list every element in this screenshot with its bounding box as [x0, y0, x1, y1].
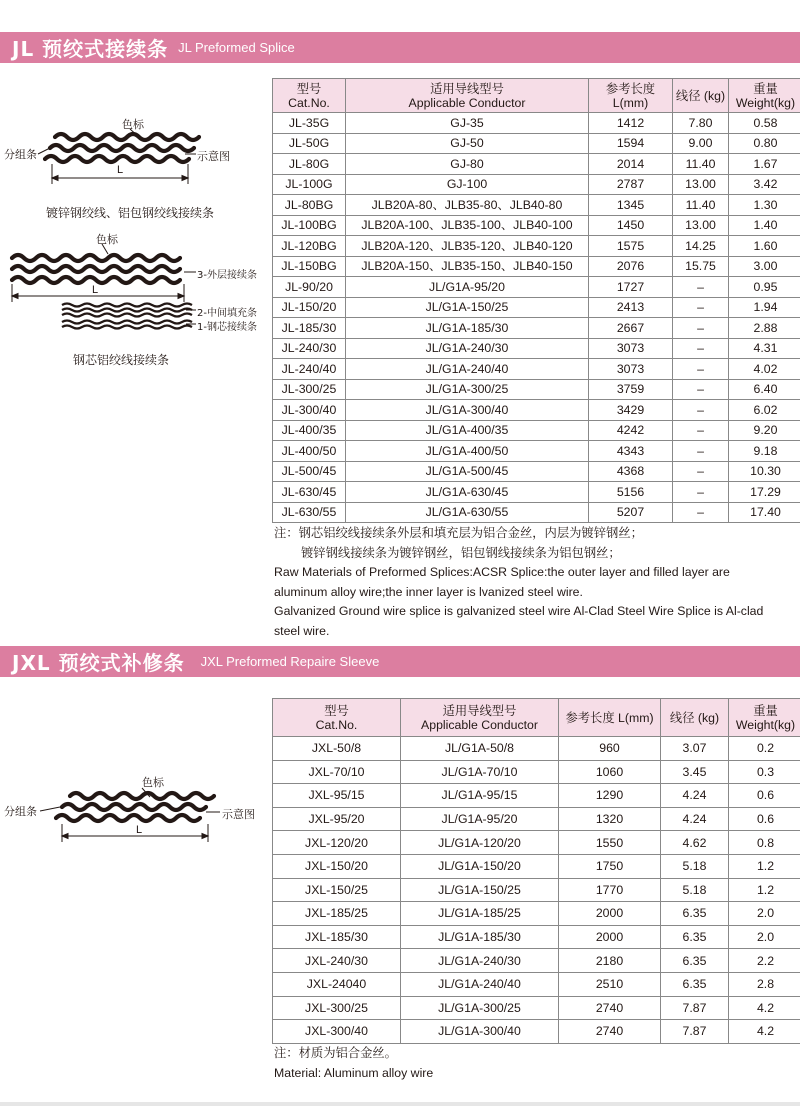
cell-weight: 1.60: [729, 236, 800, 257]
cell-diameter: 7.80: [673, 113, 729, 134]
note-line: 注：材质为铝合金丝。: [274, 1046, 397, 1060]
table-row: [273, 359, 800, 380]
cell-weight: 4.2: [729, 1020, 800, 1044]
cell-diameter: –: [673, 461, 729, 482]
cell-cat-no: JL-120BG: [273, 236, 346, 257]
cell-conductor: JL/G1A-240/30: [346, 338, 589, 359]
table-row: [273, 256, 800, 277]
cell-diameter: 3.45: [661, 760, 729, 784]
table-row: [273, 482, 800, 503]
cell-cat-no: JL-400/35: [273, 420, 346, 441]
header-weight: 重量 Weight(kg): [729, 699, 800, 737]
cell-diameter: 14.25: [673, 236, 729, 257]
strand-3: [45, 156, 189, 162]
cell-conductor: GJ-50: [346, 133, 589, 154]
cell-weight: 3.42: [729, 174, 800, 195]
cell-conductor: JL/G1A-500/45: [346, 461, 589, 482]
section-title-cn: JXL 预绞式补修条: [12, 651, 185, 675]
note-line: Galvanized Ground wire splice is galvanized steel wire Al-Clad Steel Wire Splice is Al-clad: [274, 604, 764, 618]
cell-length: 2000: [559, 925, 661, 949]
cell-conductor: JL/G1A-240/40: [401, 972, 559, 996]
table-row: [273, 784, 800, 808]
diagram-acsr-splice: [0, 228, 270, 338]
cell-cat-no: JXL-50/8: [273, 737, 401, 761]
diagram1-caption: 镀锌钢绞线、铝包钢绞线接续条: [46, 206, 215, 220]
cell-weight: 17.40: [729, 502, 800, 523]
cell-weight: 2.88: [729, 318, 800, 339]
cell-cat-no: JL-300/40: [273, 400, 346, 421]
cell-conductor: JL/G1A-50/8: [401, 737, 559, 761]
cell-cat-no: JL-100G: [273, 174, 346, 195]
cell-diameter: 3.07: [661, 737, 729, 761]
table-row: [273, 807, 800, 831]
cell-conductor: JL/G1A-150/25: [401, 878, 559, 902]
cell-length: 2740: [559, 996, 661, 1020]
table-row: [273, 297, 800, 318]
cell-length: 4368: [589, 461, 673, 482]
cell-conductor: JL/G1A-185/25: [401, 902, 559, 926]
jl-table-body: [273, 113, 800, 523]
cell-length: 4242: [589, 420, 673, 441]
cell-cat-no: JL-80BG: [273, 195, 346, 216]
cell-conductor: JL/G1A-300/40: [346, 400, 589, 421]
cell-weight: 0.2: [729, 737, 800, 761]
cell-weight: 4.31: [729, 338, 800, 359]
note-line: 镀锌钢线接续条为镀锌钢丝，铝包钢线接续条为铝包钢丝；: [301, 545, 621, 560]
cell-length: 2667: [589, 318, 673, 339]
cell-cat-no: JL-500/45: [273, 461, 346, 482]
cell-length: 2510: [559, 972, 661, 996]
outer-strand-2: [12, 266, 180, 272]
cell-length: 1412: [589, 113, 673, 134]
cell-weight: 0.3: [729, 760, 800, 784]
label-core-splice: 1-钢芯接续条: [197, 322, 257, 333]
cell-weight: 2.0: [729, 925, 800, 949]
cell-weight: 1.67: [729, 154, 800, 175]
cell-conductor: JL/G1A-95/15: [401, 784, 559, 808]
cell-weight: 1.30: [729, 195, 800, 216]
cell-length: 1060: [559, 760, 661, 784]
cell-length: 1770: [559, 878, 661, 902]
cell-cat-no: JL-240/40: [273, 359, 346, 380]
table-row: [273, 420, 800, 441]
jl-spec-table: [272, 78, 800, 523]
cell-conductor: JL/G1A-185/30: [346, 318, 589, 339]
cell-length: 2000: [559, 902, 661, 926]
header-weight: 重量 Weight(kg): [729, 79, 800, 113]
cell-conductor: GJ-35: [346, 113, 589, 134]
header-length: 参考长度 L(mm): [589, 79, 673, 113]
cell-diameter: 7.87: [661, 1020, 729, 1044]
cell-weight: 2.8: [729, 972, 800, 996]
section-title-en: JL Preformed Splice: [178, 40, 295, 55]
cell-weight: 0.8: [729, 831, 800, 855]
cell-cat-no: JXL-300/25: [273, 996, 401, 1020]
cell-length: 3759: [589, 379, 673, 400]
label-color-mark: 色标: [122, 118, 144, 131]
table-row: [273, 154, 800, 175]
header-diameter: 线径 (kg): [673, 79, 729, 113]
cell-cat-no: JL-630/45: [273, 482, 346, 503]
strand-1: [70, 793, 214, 799]
cell-weight: 17.29: [729, 482, 800, 503]
cell-diameter: –: [673, 318, 729, 339]
bottom-divider: [0, 1102, 800, 1106]
cell-diameter: 4.24: [661, 807, 729, 831]
middle-strand-3: [62, 314, 192, 317]
cell-length: 1575: [589, 236, 673, 257]
cell-length: 1750: [559, 854, 661, 878]
cell-cat-no: JL-35G: [273, 113, 346, 134]
label-outer-layer: 3-外层接续条: [197, 270, 257, 281]
cell-diameter: 15.75: [673, 256, 729, 277]
cell-weight: 0.95: [729, 277, 800, 298]
table-row: [273, 925, 800, 949]
cell-conductor: JLB20A-150、JLB35-150、JLB40-150: [346, 256, 589, 277]
cell-conductor: GJ-100: [346, 174, 589, 195]
cell-weight: 9.18: [729, 441, 800, 462]
table-row: [273, 878, 800, 902]
cell-diameter: –: [673, 297, 729, 318]
cell-conductor: JL/G1A-630/55: [346, 502, 589, 523]
core-strand-1: [62, 321, 192, 324]
cell-weight: 6.02: [729, 400, 800, 421]
cell-length: 1320: [559, 807, 661, 831]
cell-cat-no: JXL-240/30: [273, 949, 401, 973]
cell-conductor: JL/G1A-150/20: [401, 854, 559, 878]
cell-cat-no: JXL-150/20: [273, 854, 401, 878]
note-line: steel wire.: [274, 623, 330, 638]
cell-diameter: –: [673, 482, 729, 503]
cell-diameter: –: [673, 420, 729, 441]
cell-length: 2180: [559, 949, 661, 973]
cell-conductor: JL/G1A-240/30: [401, 949, 559, 973]
note-line: Raw Materials of Preformed Splices:ACSR Splice:the outer layer and filled layer are: [274, 565, 730, 579]
table-row: [273, 972, 800, 996]
header-cat-no: 型号 Cat.No.: [273, 79, 346, 113]
table-row: [273, 338, 800, 359]
cell-length: 1345: [589, 195, 673, 216]
cell-cat-no: JL-150/20: [273, 297, 346, 318]
outer-strand-1: [12, 255, 180, 261]
cell-conductor: JLB20A-100、JLB35-100、JLB40-100: [346, 215, 589, 236]
table-row: [273, 174, 800, 195]
cell-diameter: 11.40: [673, 195, 729, 216]
label-schematic: 示意图: [197, 150, 230, 163]
label-color-mark-2: 色标: [96, 233, 118, 246]
table-row: [273, 277, 800, 298]
cell-diameter: –: [673, 338, 729, 359]
cell-cat-no: JL-400/50: [273, 441, 346, 462]
note-line: 注：钢芯铝绞线接续条外层和填充层为铝合金丝，内层为镀锌钢丝；: [274, 526, 643, 540]
table-row: [273, 441, 800, 462]
strand-1: [55, 134, 199, 140]
table-row: [273, 949, 800, 973]
header-length: 参考长度 L(mm): [559, 699, 661, 737]
cell-diameter: 4.24: [661, 784, 729, 808]
strand-3: [56, 815, 200, 821]
section-banner-jl: [0, 32, 800, 63]
strand-2: [50, 145, 194, 151]
diagram-repair-sleeve: [0, 772, 270, 852]
cell-cat-no: JXL-185/25: [273, 902, 401, 926]
cell-weight: 2.2: [729, 949, 800, 973]
cell-cat-no: JL-50G: [273, 133, 346, 154]
table-row: [273, 133, 800, 154]
cell-weight: 1.2: [729, 854, 800, 878]
cell-conductor: JL/G1A-95/20: [401, 807, 559, 831]
table-row: [273, 215, 800, 236]
note-line: aluminum alloy wire;the inner layer is lvanized steel wire.: [274, 584, 583, 599]
cell-weight: 6.40: [729, 379, 800, 400]
table-row: [273, 461, 800, 482]
cell-length: 3073: [589, 338, 673, 359]
cell-conductor: JL/G1A-70/10: [401, 760, 559, 784]
label-group-strand: 分组条: [4, 148, 37, 161]
cell-length: 5156: [589, 482, 673, 503]
header-cat-no: 型号 Cat.No.: [273, 699, 401, 737]
table-row: [273, 1020, 800, 1044]
cell-cat-no: JXL-150/25: [273, 878, 401, 902]
cell-cat-no: JXL-120/20: [273, 831, 401, 855]
cell-conductor: JL/G1A-185/30: [401, 925, 559, 949]
table-row: [273, 854, 800, 878]
cell-weight: 0.58: [729, 113, 800, 134]
table-row: [273, 737, 800, 761]
cell-conductor: JL/G1A-95/20: [346, 277, 589, 298]
cell-conductor: JL/G1A-120/20: [401, 831, 559, 855]
cell-weight: 2.0: [729, 902, 800, 926]
section-banner-jxl: [0, 646, 800, 677]
cell-conductor: JL/G1A-400/35: [346, 420, 589, 441]
jxl-notes: [274, 1044, 794, 1083]
label-middle-filler: 2-中间填充条: [197, 308, 257, 319]
cell-weight: 9.20: [729, 420, 800, 441]
cell-cat-no: JL-100BG: [273, 215, 346, 236]
cell-cat-no: JL-185/30: [273, 318, 346, 339]
label-length: L: [117, 164, 124, 176]
label-schematic: 示意图: [222, 808, 255, 821]
cell-conductor: JL/G1A-300/25: [401, 996, 559, 1020]
table-header-row: [273, 79, 800, 113]
cell-length: 1727: [589, 277, 673, 298]
cell-conductor: JLB20A-120、JLB35-120、JLB40-120: [346, 236, 589, 257]
label-group-strand: 分组条: [4, 805, 37, 818]
cell-conductor: JL/G1A-300/25: [346, 379, 589, 400]
cell-diameter: 6.35: [661, 972, 729, 996]
table-row: [273, 760, 800, 784]
table-row: [273, 400, 800, 421]
cell-cat-no: JXL-70/10: [273, 760, 401, 784]
cell-diameter: –: [673, 441, 729, 462]
cell-weight: 0.6: [729, 807, 800, 831]
cell-weight: 3.00: [729, 256, 800, 277]
cell-length: 3429: [589, 400, 673, 421]
label-length-2: L: [92, 284, 99, 296]
cell-diameter: 6.35: [661, 949, 729, 973]
cell-diameter: –: [673, 502, 729, 523]
cell-length: 2413: [589, 297, 673, 318]
cell-weight: 4.02: [729, 359, 800, 380]
cell-cat-no: JL-150BG: [273, 256, 346, 277]
header-conductor: 适用导线型号 Applicable Conductor: [346, 79, 589, 113]
cell-conductor: JL/G1A-150/25: [346, 297, 589, 318]
cell-conductor: GJ-80: [346, 154, 589, 175]
cell-length: 1450: [589, 215, 673, 236]
table-row: [273, 195, 800, 216]
cell-cat-no: JL-300/25: [273, 379, 346, 400]
cell-conductor: JL/G1A-400/50: [346, 441, 589, 462]
table-row: [273, 902, 800, 926]
cell-length: 2014: [589, 154, 673, 175]
cell-length: 1290: [559, 784, 661, 808]
table-header-row: [273, 699, 800, 737]
cell-cat-no: JXL-24040: [273, 972, 401, 996]
cell-diameter: 13.00: [673, 215, 729, 236]
cell-cat-no: JL-630/55: [273, 502, 346, 523]
strand-2: [62, 804, 206, 810]
cell-cat-no: JXL-185/30: [273, 925, 401, 949]
cell-diameter: 7.87: [661, 996, 729, 1020]
label-color-mark: 色标: [142, 776, 164, 789]
cell-diameter: 6.35: [661, 925, 729, 949]
cell-diameter: 6.35: [661, 902, 729, 926]
header-diameter: 线径 (kg): [661, 699, 729, 737]
cell-cat-no: JXL-95/20: [273, 807, 401, 831]
cell-length: 2787: [589, 174, 673, 195]
cell-diameter: 4.62: [661, 831, 729, 855]
cell-weight: 0.80: [729, 133, 800, 154]
table-row: [273, 831, 800, 855]
cell-conductor: JL/G1A-300/40: [401, 1020, 559, 1044]
table-row: [273, 113, 800, 134]
cell-weight: 10.30: [729, 461, 800, 482]
cell-cat-no: JXL-300/40: [273, 1020, 401, 1044]
cell-diameter: –: [673, 379, 729, 400]
cell-length: 3073: [589, 359, 673, 380]
middle-strand-1: [62, 304, 192, 307]
section-title-cn: JL 预绞式接续条: [12, 37, 169, 61]
cell-weight: 0.6: [729, 784, 800, 808]
cell-length: 1594: [589, 133, 673, 154]
cell-diameter: 5.18: [661, 878, 729, 902]
cell-diameter: –: [673, 359, 729, 380]
cell-weight: 1.40: [729, 215, 800, 236]
outer-strand-3: [12, 277, 180, 283]
cell-diameter: 11.40: [673, 154, 729, 175]
core-strand-2: [62, 326, 192, 329]
cell-diameter: 9.00: [673, 133, 729, 154]
cell-length: 960: [559, 737, 661, 761]
cell-length: 2076: [589, 256, 673, 277]
cell-length: 4343: [589, 441, 673, 462]
section-title-en: JXL Preformed Repaire Sleeve: [200, 654, 380, 669]
cell-conductor: JLB20A-80、JLB35-80、JLB40-80: [346, 195, 589, 216]
cell-weight: 1.94: [729, 297, 800, 318]
diagram2-caption: 钢芯铝绞线接续条: [73, 353, 170, 367]
cell-cat-no: JL-240/30: [273, 338, 346, 359]
cell-length: 2740: [559, 1020, 661, 1044]
header-conductor: 适用导线型号 Applicable Conductor: [401, 699, 559, 737]
cell-weight: 1.2: [729, 878, 800, 902]
table-row: [273, 502, 800, 523]
cell-cat-no: JXL-95/15: [273, 784, 401, 808]
cell-conductor: JL/G1A-240/40: [346, 359, 589, 380]
cell-weight: 4.2: [729, 996, 800, 1020]
jxl-spec-table: [272, 698, 800, 1044]
middle-strand-2: [62, 309, 192, 312]
note-line: Material: Aluminum alloy wire: [274, 1065, 434, 1080]
cell-diameter: –: [673, 400, 729, 421]
cell-length: 5207: [589, 502, 673, 523]
cell-diameter: –: [673, 277, 729, 298]
table-row: [273, 236, 800, 257]
cell-diameter: 5.18: [661, 854, 729, 878]
cell-cat-no: JL-90/20: [273, 277, 346, 298]
cell-length: 1550: [559, 831, 661, 855]
table-row: [273, 996, 800, 1020]
table-row: [273, 379, 800, 400]
table-row: [273, 318, 800, 339]
jxl-table-body: [273, 737, 800, 1044]
cell-conductor: JL/G1A-630/45: [346, 482, 589, 503]
jl-notes: [274, 524, 794, 641]
cell-cat-no: JL-80G: [273, 154, 346, 175]
label-length: L: [136, 824, 143, 836]
cell-diameter: 13.00: [673, 174, 729, 195]
